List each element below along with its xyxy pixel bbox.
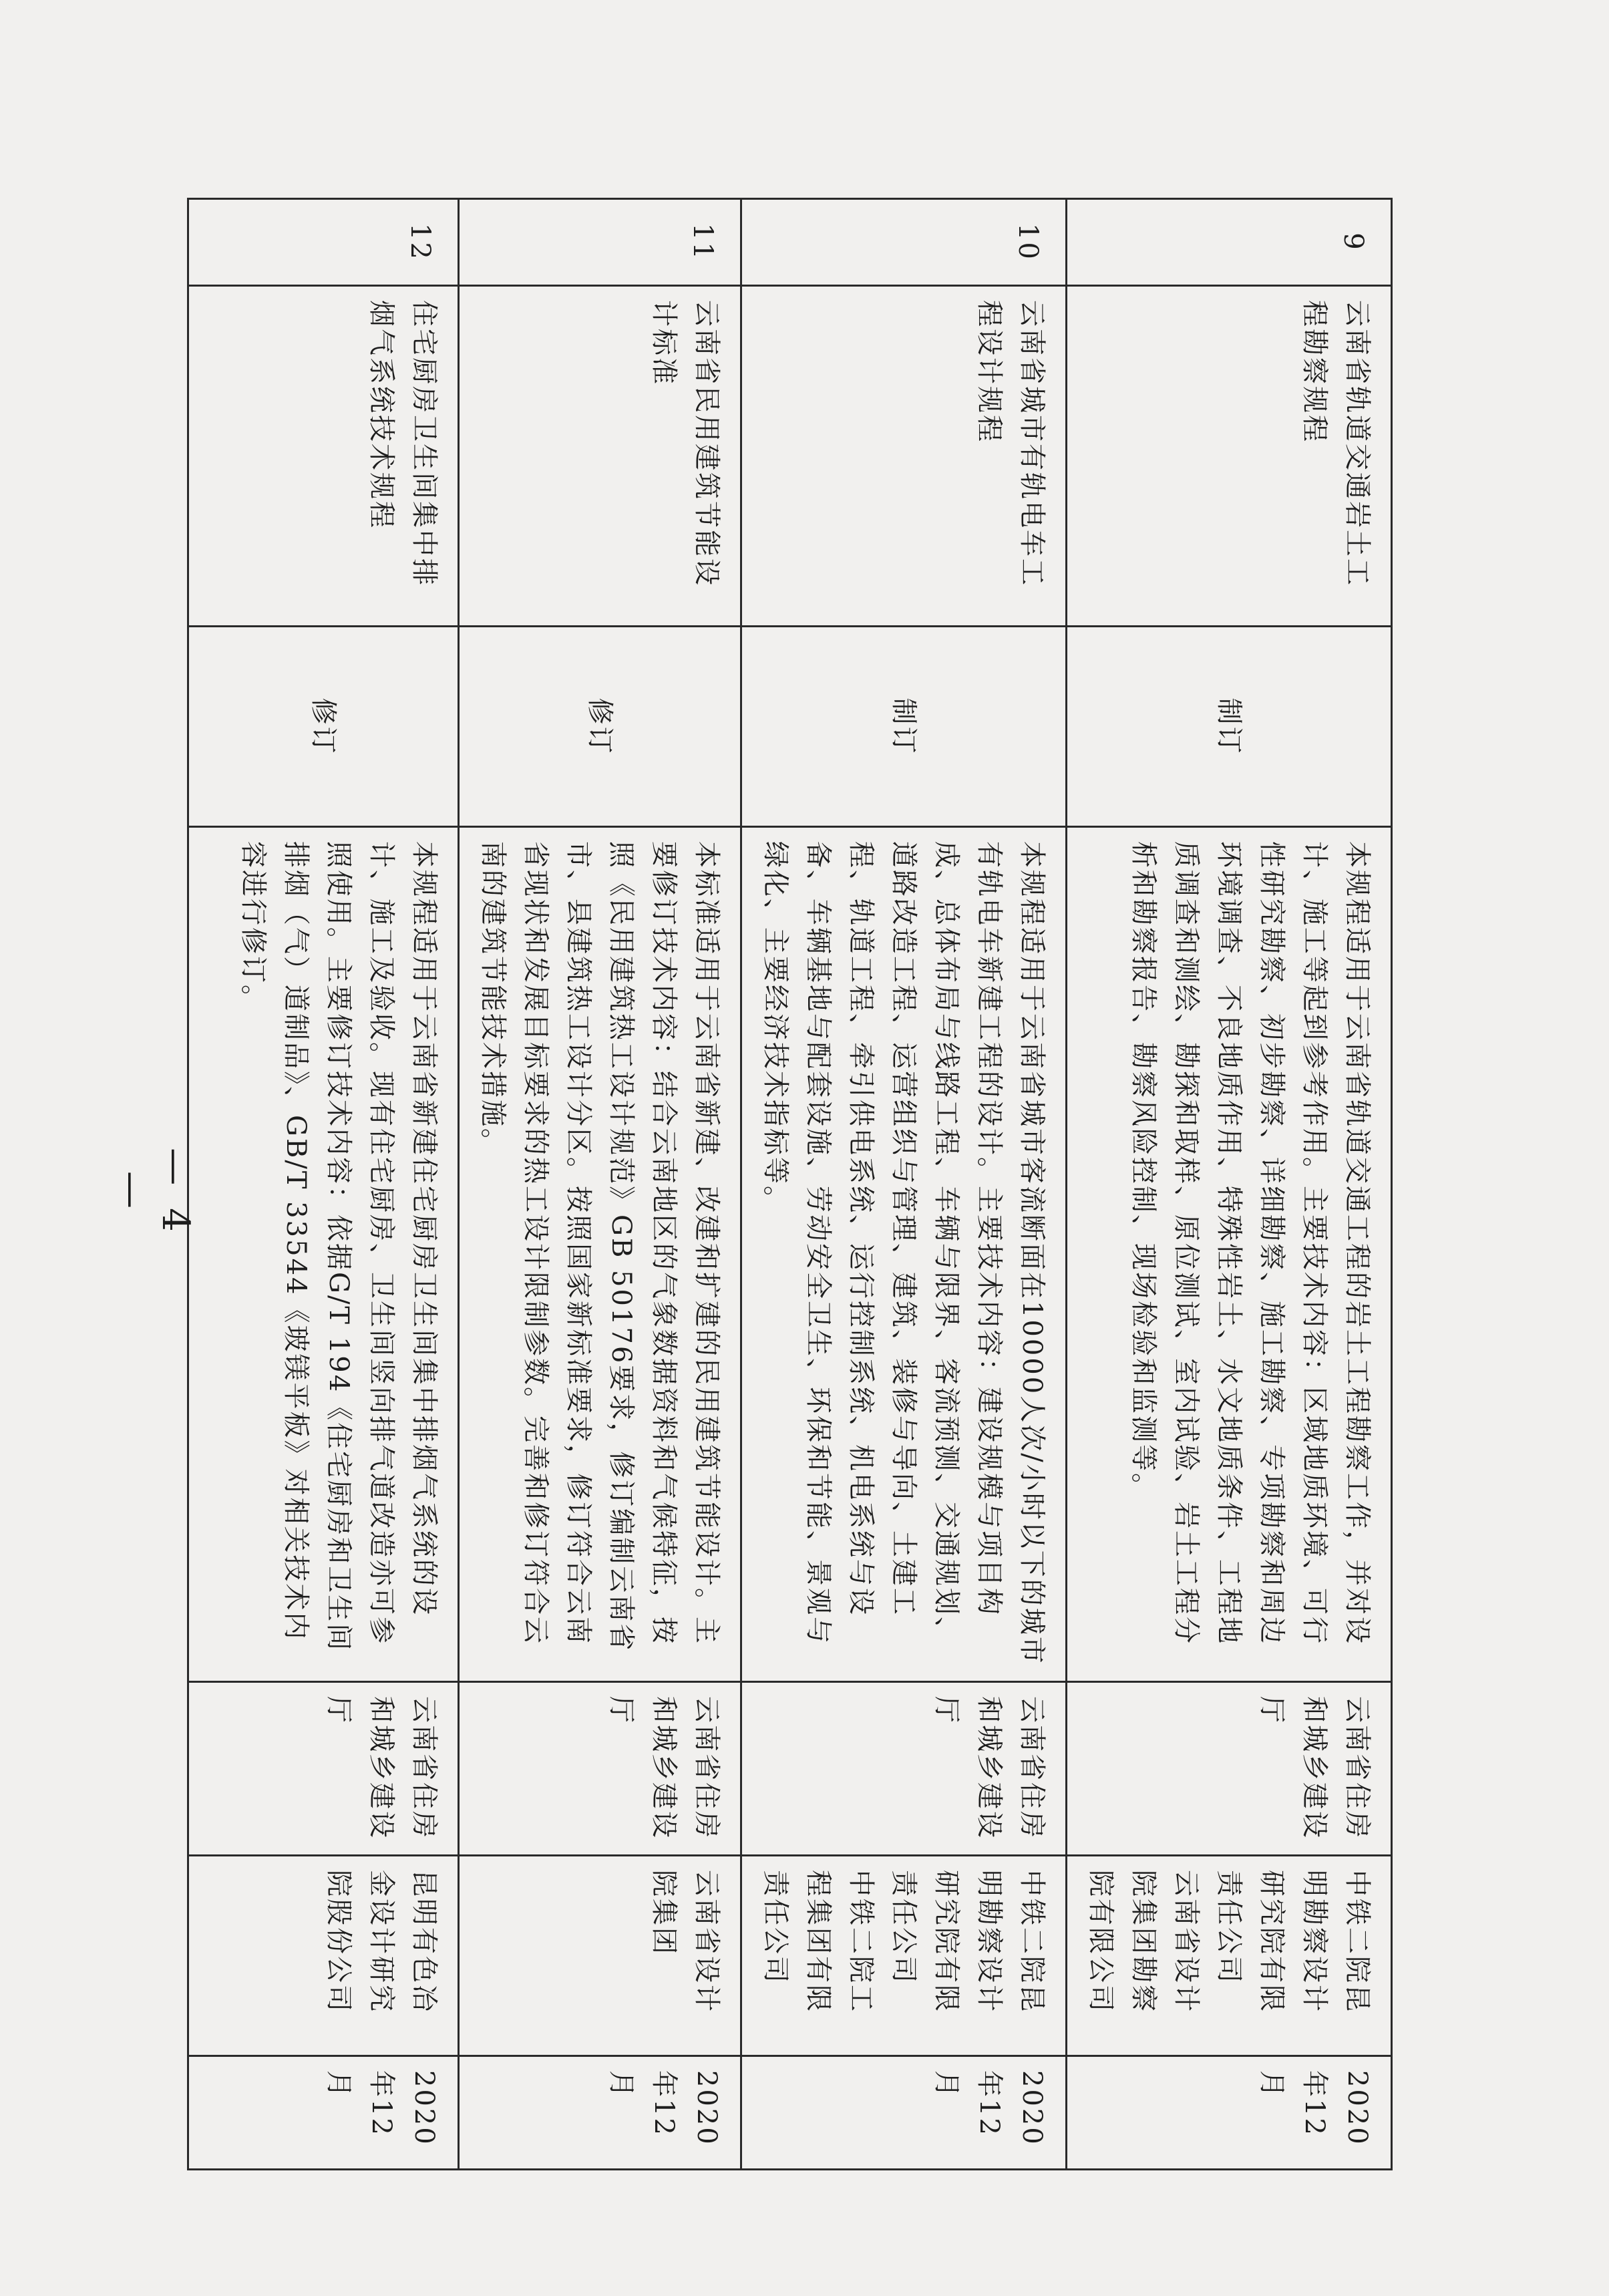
revision-type: 修订 [188, 627, 459, 827]
completion-date: 2020年12月 [1067, 2056, 1392, 2170]
row-number: 9 [1067, 199, 1392, 286]
drafting-units: 中铁二院昆明勘察设计研究院有限责任公司 云南省设计院集团勘察院有限公司 [1067, 1856, 1392, 2056]
standard-name: 云南省城市有轨电车工程设计规程 [741, 286, 1067, 627]
standard-name: 云南省轨道交通岩土工程勘察规程 [1067, 286, 1392, 627]
managing-department: 云南省住房和城乡建设厅 [188, 1682, 459, 1856]
revision-type: 修订 [459, 627, 741, 827]
standard-content: 本规程适用于云南省城市客流断面在10000人次/小时以下的城市有轨电车新建工程的设计。主要技术内容：建设规模与项目构成、总体布局与线路工程、车辆与限界、客流预测、交通规划、道路改造工程、运营组织与管理、建筑、装修与导向、土建工程、轨道工程、牵引供电系统、运行控制系统、机电系统与设备、车辆基地与配套设施、劳动安全卫生、环保和节能、景观与绿化、主要经济技术指标等。 [741, 827, 1067, 1682]
standards-table [187, 198, 1393, 2170]
table-row [1067, 199, 1392, 2170]
standard-name: 住宅厨房卫生间集中排烟气系统技术规程 [188, 286, 459, 627]
revision-type: 制订 [1067, 627, 1392, 827]
table-row [741, 199, 1067, 2170]
table-row [459, 199, 741, 2170]
standards-table-wrapper [238, 198, 1393, 2168]
completion-date: 2020年12月 [459, 2056, 741, 2170]
table-row [188, 199, 459, 2170]
drafting-units: 云南省设计院集团 [459, 1856, 741, 2056]
row-number: 10 [741, 199, 1067, 286]
row-number: 11 [459, 199, 741, 286]
managing-department: 云南省住房和城乡建设厅 [459, 1682, 741, 1856]
completion-date: 2020年12月 [741, 2056, 1067, 2170]
managing-department: 云南省住房和城乡建设厅 [1067, 1682, 1392, 1856]
managing-department: 云南省住房和城乡建设厅 [741, 1682, 1067, 1856]
standard-content: 本规程适用于云南省轨道交通工程的岩土工程勘察工作，并对设计、施工等起到参考作用。主要技术内容：区域地质环境、可行性研究勘察、初步勘察、详细勘察、施工勘察、专项勘察和周边环境调查、不良地质作用、特殊性岩土、水文地质条件、工程地质调查和测绘、勘探和取样、原位测试、室内试验、岩土工程分析和勘察报告、勘察风险控制、现场检验和监测等。 [1067, 827, 1392, 1682]
page-number: — 4 — [110, 1148, 197, 1237]
completion-date: 2020年12月 [188, 2056, 459, 2170]
standard-name: 云南省民用建筑节能设计标准 [459, 286, 741, 627]
row-number: 12 [188, 199, 459, 286]
standard-content: 本标准适用于云南省新建、改建和扩建的民用建筑节能设计。主要修订技术内容：结合云南地区的气象数据资料和气候特征，按照《民用建筑热工设计规范》GB 50176要求，修订编制云南省市、县建筑热工设计分区。按照国家新标准要求，修订符合云南省现状和发展目标要求的热工设计限制参数。完善和修订符合云南的建筑节能技术措施。 [459, 827, 741, 1682]
drafting-units: 昆明有色冶金设计研究院股份公司 [188, 1856, 459, 2056]
drafting-units: 中铁二院昆明勘察设计研究院有限责任公司 中铁二院工程集团有限责任公司 [741, 1856, 1067, 2056]
revision-type: 制订 [741, 627, 1067, 827]
standard-content: 本规程适用于云南省新建住宅厨房卫生间集中排烟气系统的设计、施工及验收。现有住宅厨房、卫生间竖向排气道改造亦可参照使用。主要修订技术内容：依据G/T 194《住宅厨房和卫生间排烟（气）道制品》、GB/T 33544《玻镁平板》对相关技术内容进行修订。 [188, 827, 459, 1682]
